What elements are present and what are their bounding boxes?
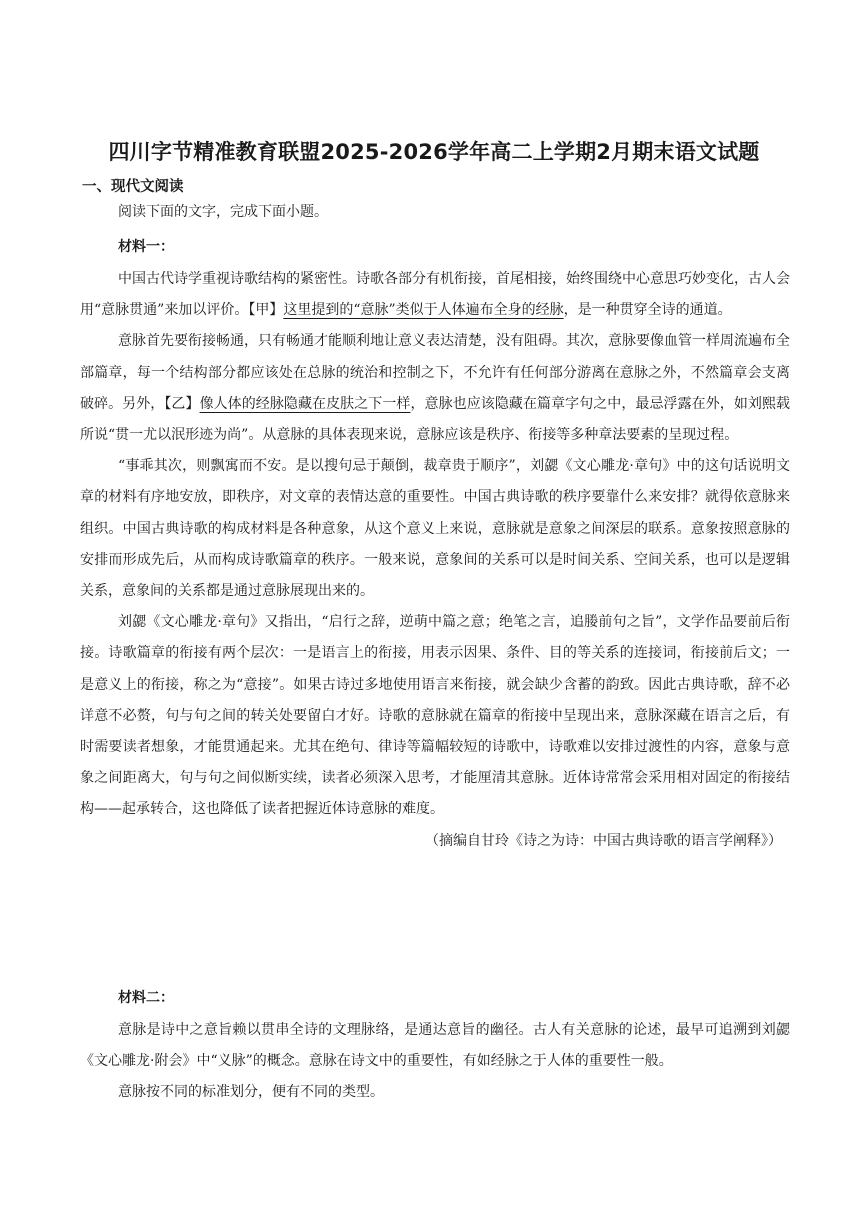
material-1-paragraph-1: [80, 264, 790, 326]
material-2-paragraph-2: 意脉按不同的标准划分，便有不同的类型。: [118, 1084, 384, 1101]
material-1-body: [80, 264, 790, 857]
paragraph-text: ，意脉也应该隐藏在篇章字句之中，最忌浮露在外，如刘熙载所说“贯一尤以泯形迹为尚”。从意脉的具体表现来说，意脉应该是秩序、衔接等多种章法要素的呈现过程。: [80, 395, 791, 444]
material-1-paragraph-2: [80, 326, 790, 451]
material-1-source: （摘编自甘玲《诗之为诗：中国古典诗歌的语言学阐释》）: [425, 832, 782, 849]
paragraph-text: 意脉首先要衔接畅通，只有畅通才能顺利地让意义表达清楚，没有阻碍。其次，意脉要像血管一样周流遍布全部篇章，每一个结构部分都应该处在总脉的统治和控制之下，不允许有任何部分游离在意脉之外，不然篇章会支离破碎。另外，: [80, 333, 790, 412]
material-1-paragraph-4: 刘勰《文心雕龙·章句》又指出，“启行之辞，逆萌中篇之意；绝笔之言，追媵前句之旨”，文学作品要前后衔接。诗歌篇章的衔接有两个层次：一是语言上的衔接，用表示因果、条件、目的等关系的连接词，衔接前后文；一是意义上的衔接，称之为“意接”。如果古诗过多地使用语言来衔接，就会缺少含蓄的韵致。因此古典诗歌，辞不必详意不必赘，句与句之间的转关处要留白才好。诗歌的意脉就在篇章的衔接中呈现出来，意脉深藏在语言之后，有时需要读者想象，才能贯通起来。尤其在绝句、律诗等篇幅较短的诗歌中，诗歌难以安排过渡性的内容，意象与意象之间距离大，句与句之间似断实续，读者必须深入思考，才能厘清其意脉。近体诗常常会采用相对固定的衔接结构——起承转合，这也降低了读者把握近体诗意脉的难度。: [80, 614, 790, 818]
underlined-sentence-jia: 这里提到的“意脉”类似于人体遍布全身的经脉: [283, 302, 564, 319]
paragraph-text: ，是一种贯穿全诗的通道。: [563, 302, 732, 319]
material-1-paragraph-3: “事乖其次，则飘寓而不安。是以搜句忌于颠倒，裁章贵于顺序”，刘勰《文心雕龙·章句》中的这句话说明文章的材料有序地安放，即秩序，对文章的表情达意的重要性。中国古典诗歌的秩序要靠什么来安排？就得依意脉来组织。中国古典诗歌的构成材料是各种意象，从这个意义上来说，意脉就是意象之间深层的联系。意象按照意脉的安排而形成先后，从而构成诗歌篇章的秩序。一般来说，意象间的关系可以是时间关系、空间关系，也可以是逻辑关系，意象间的关系都是通过意脉展现出来的。: [80, 458, 790, 600]
marker-jia: 【甲】: [248, 302, 284, 319]
material-2-label: 材料二：: [118, 990, 174, 1006]
reading-instruction: 阅读下面的文字，完成下面小题。: [118, 204, 328, 220]
page-title: 四川字节精准教育联盟2025-2026学年高二上学期2月期末语文试题: [108, 140, 760, 164]
marker-yi: 【乙】: [164, 395, 200, 412]
material-2-body: [80, 1015, 790, 1109]
material-2-paragraph-1: 意脉是诗中之意旨赖以贯串全诗的文理脉络，是通达意旨的幽径。古人有关意脉的论述，最早可追溯到刘勰《文心雕龙·附会》中“义脉”的概念。意脉在诗文中的重要性，有如经脉之于人体的重要性一般。: [80, 1022, 790, 1070]
underlined-sentence-yi: 像人体的经脉隐藏在皮肤之下一样: [199, 395, 411, 412]
section-heading: 一、现代文阅读: [82, 179, 184, 195]
paragraph-text: 中国古代诗学重视诗歌结构的紧密性。诗歌各部分有机衔接，首尾相接，始终围绕中心意思巧妙变化，古人会用“意脉贯通”来加以评价。: [80, 271, 790, 319]
material-1-label: 材料一：: [118, 239, 174, 255]
